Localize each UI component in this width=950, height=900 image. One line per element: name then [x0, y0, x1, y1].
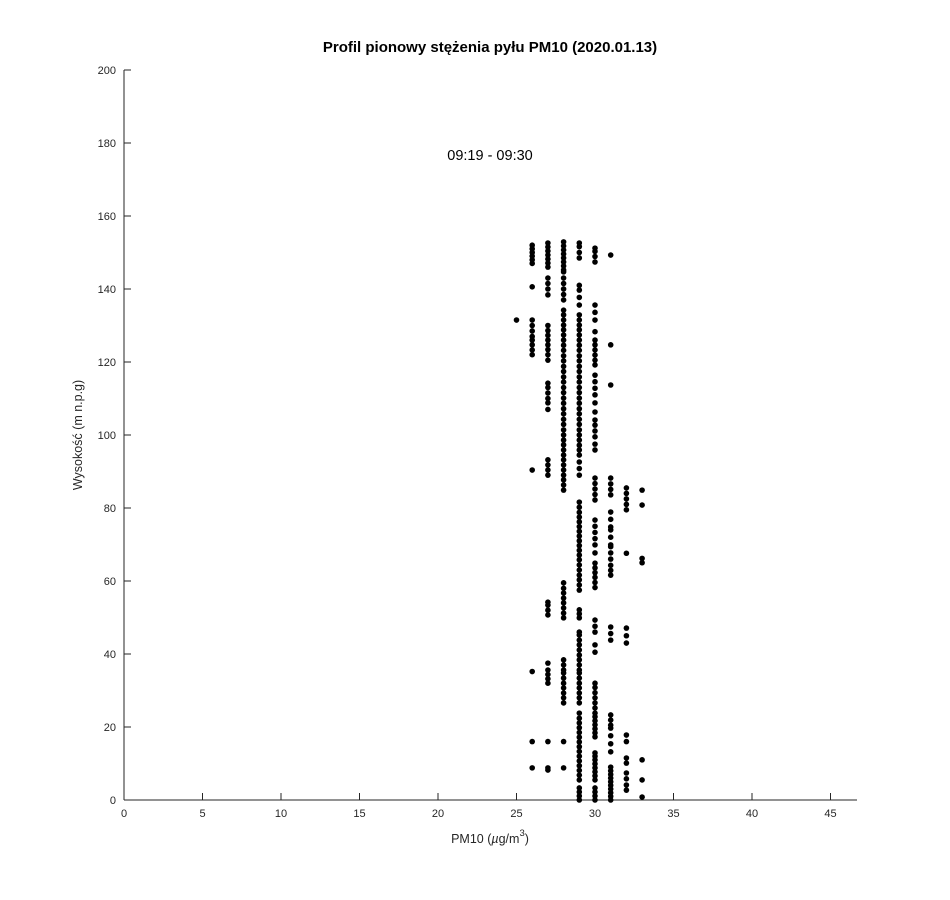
data-point: [624, 485, 630, 491]
data-point: [577, 642, 583, 648]
data-point: [577, 466, 583, 472]
mu-symbol: µ: [491, 832, 499, 846]
data-point: [561, 275, 567, 281]
data-point: [608, 725, 614, 731]
data-point: [545, 739, 551, 745]
x-tick-label: 25: [510, 808, 523, 820]
data-point: [561, 395, 567, 401]
data-point: [577, 499, 583, 505]
data-point: [577, 700, 583, 706]
data-point: [608, 624, 614, 630]
data-point: [624, 502, 630, 508]
data-point: [592, 685, 598, 691]
data-point: [592, 734, 598, 740]
data-point: [561, 432, 567, 438]
x-axis-label-prefix: PM10 (: [451, 832, 492, 846]
data-point: [577, 406, 583, 412]
data-point: [577, 662, 583, 668]
data-point: [624, 625, 630, 631]
x-axis-label-superscript: 3: [519, 828, 525, 839]
data-point: [577, 557, 583, 563]
data-point: [608, 492, 614, 498]
data-point: [577, 562, 583, 568]
data-point: [577, 797, 583, 803]
data-point: [561, 292, 567, 298]
data-point: [577, 327, 583, 333]
data-point: [561, 670, 567, 676]
data-point: [592, 379, 598, 385]
data-point: [592, 409, 598, 415]
data-point: [577, 244, 583, 250]
data-point: [592, 695, 598, 701]
data-point: [577, 374, 583, 380]
data-point: [577, 632, 583, 638]
data-point: [624, 491, 630, 497]
axes: [98, 65, 857, 820]
data-point: [608, 733, 614, 739]
data-point: [545, 292, 551, 298]
data-point: [592, 302, 598, 308]
y-tick-label: 160: [97, 211, 116, 223]
data-point: [577, 459, 583, 465]
data-point: [624, 633, 630, 639]
data-point: [592, 352, 598, 358]
data-point: [561, 422, 567, 428]
data-point: [608, 342, 614, 348]
y-tick-label: 80: [103, 503, 116, 515]
data-point: [577, 287, 583, 293]
data-point: [592, 385, 598, 391]
data-point: [545, 385, 551, 391]
data-point: [577, 587, 583, 593]
data-point: [561, 353, 567, 359]
data-point: [561, 477, 567, 483]
data-point: [592, 372, 598, 378]
y-tick-label: 40: [103, 649, 116, 661]
x-tick-label: 15: [353, 808, 366, 820]
data-point: [577, 411, 583, 417]
data-point: [592, 642, 598, 648]
data-point: [545, 400, 551, 406]
data-point: [577, 452, 583, 458]
y-tick-label: 0: [109, 795, 116, 807]
data-point: [608, 550, 614, 556]
data-point: [592, 249, 598, 255]
data-point: [577, 358, 583, 364]
data-point: [592, 392, 598, 398]
data-point: [577, 437, 583, 443]
data-point: [592, 329, 598, 335]
data-point: [577, 675, 583, 681]
x-axis-label-unit: g/m: [498, 832, 520, 846]
data-point: [529, 323, 535, 329]
data-point: [561, 269, 567, 275]
data-point: [608, 509, 614, 515]
data-point: [592, 317, 598, 323]
data-point: [545, 660, 551, 666]
data-point: [592, 441, 598, 447]
data-point: [545, 352, 551, 358]
data-point: [592, 690, 598, 696]
data-point: [577, 685, 583, 691]
data-point: [561, 312, 567, 318]
data-point: [624, 782, 630, 788]
y-tick-label: 60: [103, 576, 116, 588]
data-point: [561, 369, 567, 375]
data-point: [608, 797, 614, 803]
data-point: [545, 457, 551, 463]
data-point: [561, 390, 567, 396]
data-point: [639, 502, 645, 508]
data-point: [577, 647, 583, 653]
data-point: [577, 417, 583, 423]
data-point: [561, 457, 567, 463]
data-point: [592, 530, 598, 536]
data-point: [561, 662, 567, 668]
data-point: [577, 400, 583, 406]
data-point: [577, 332, 583, 338]
data-point: [624, 640, 630, 646]
data-point: [514, 317, 520, 323]
data-point: [577, 395, 583, 401]
data-point: [577, 582, 583, 588]
x-tick-label: 35: [667, 808, 680, 820]
data-point: [545, 472, 551, 478]
data-point: [545, 286, 551, 292]
data-point: [561, 411, 567, 417]
data-point: [592, 259, 598, 265]
data-point: [608, 717, 614, 723]
data-point: [624, 770, 630, 776]
data-point: [577, 353, 583, 359]
data-point: [529, 284, 535, 290]
data-point: [608, 475, 614, 481]
data-point: [608, 517, 614, 523]
data-point: [561, 605, 567, 611]
data-point: [561, 281, 567, 287]
data-point: [561, 462, 567, 468]
y-axis-label: Wysokość (m n.p.g): [71, 379, 85, 491]
data-point: [545, 467, 551, 473]
data-point: [545, 357, 551, 363]
data-point: [639, 794, 645, 800]
data-point: [624, 496, 630, 502]
data-point: [592, 700, 598, 706]
data-point: [577, 302, 583, 308]
data-point: [561, 286, 567, 292]
chart-title: Profil pionowy stężenia pyłu PM10 (2020.01.13): [322, 39, 658, 56]
data-point: [592, 310, 598, 316]
data-point: [624, 739, 630, 745]
data-point: [592, 797, 598, 803]
data-point: [577, 337, 583, 343]
x-tick-label: 40: [745, 808, 759, 820]
data-point: [608, 487, 614, 493]
x-tick-label: 0: [120, 808, 128, 820]
data-point: [592, 434, 598, 440]
data-point: [577, 348, 583, 354]
data-point: [608, 527, 614, 533]
data-point: [577, 369, 583, 375]
data-point: [608, 712, 614, 718]
data-point: [577, 670, 583, 676]
data-point: [577, 777, 583, 783]
data-point: [577, 710, 583, 716]
data-point: [592, 422, 598, 428]
data-point: [624, 787, 630, 793]
data-point: [577, 379, 583, 385]
data-point: [577, 432, 583, 438]
x-tick-label: 45: [824, 808, 837, 820]
data-point: [608, 572, 614, 578]
data-point: [545, 323, 551, 329]
data-point: [561, 615, 567, 621]
data-point: [608, 741, 614, 747]
data-point: [561, 317, 567, 323]
data-point: [592, 492, 598, 498]
data-point: [592, 497, 598, 503]
y-tick-label: 100: [97, 430, 116, 442]
data-point: [592, 342, 598, 348]
data-point: [608, 544, 614, 550]
data-point: [592, 400, 598, 406]
data-point: [561, 685, 567, 691]
data-point: [529, 317, 535, 323]
data-point: [561, 657, 567, 663]
data-point: [561, 467, 567, 473]
data-point: [529, 739, 535, 745]
data-point: [561, 297, 567, 303]
data-point: [529, 467, 535, 473]
data-point: [639, 777, 645, 783]
data-point: [608, 631, 614, 637]
data-point: [545, 612, 551, 618]
data-point: [577, 427, 583, 433]
data-point: [561, 487, 567, 493]
data-point: [577, 295, 583, 301]
data-point: [545, 264, 551, 270]
data-point: [561, 364, 567, 370]
data-point: [592, 705, 598, 711]
data-point: [608, 637, 614, 643]
x-tick-label: 20: [431, 808, 445, 820]
data-point: [561, 700, 567, 706]
data-point: [561, 600, 567, 606]
data-point: [592, 542, 598, 548]
y-tick-label: 120: [97, 357, 116, 369]
data-point: [545, 462, 551, 468]
data-point: [592, 629, 598, 635]
data-point: [639, 487, 645, 493]
data-point: [561, 379, 567, 385]
data-point: [577, 342, 583, 348]
data-point: [592, 417, 598, 423]
data-point: [592, 623, 598, 629]
data-point: [561, 675, 567, 681]
data-point: [545, 275, 551, 281]
data-point: [545, 767, 551, 773]
data-point: [545, 602, 551, 608]
data-point: [608, 382, 614, 388]
x-axis-label: [451, 828, 529, 846]
data-point: [561, 417, 567, 423]
data-point: [639, 757, 645, 763]
data-point: [577, 317, 583, 323]
data-point: [592, 580, 598, 586]
data-point: [561, 342, 567, 348]
data-point: [561, 358, 567, 364]
data-point: [529, 352, 535, 358]
data-point: [592, 347, 598, 353]
data-point: [545, 281, 551, 287]
data-point: [561, 447, 567, 453]
data-point: [561, 400, 567, 406]
data-point: [529, 328, 535, 334]
data-point: [577, 255, 583, 261]
data-point: [624, 755, 630, 761]
time-annotation: 09:19 - 09:30: [447, 148, 533, 164]
data-point: [561, 385, 567, 391]
data-point: [561, 327, 567, 333]
data-point: [608, 534, 614, 540]
data-point: [592, 481, 598, 487]
x-tick-label: 30: [588, 808, 602, 820]
data-point: [529, 261, 535, 267]
data-point: [577, 447, 583, 453]
data-point: [592, 523, 598, 529]
data-point: [577, 504, 583, 510]
data-point: [561, 348, 567, 354]
data-point: [639, 560, 645, 566]
data-point: [577, 567, 583, 573]
data-point: [577, 472, 583, 478]
data-point: [545, 407, 551, 413]
y-tick-label: 180: [97, 138, 116, 150]
x-tick-label: 5: [199, 808, 206, 820]
data-point: [577, 577, 583, 583]
x-tick-label: 10: [274, 808, 288, 820]
data-point: [561, 406, 567, 412]
data-point: [608, 749, 614, 755]
data-point: [592, 550, 598, 556]
scatter-points: [514, 239, 645, 803]
data-point: [592, 517, 598, 523]
data-point: [561, 374, 567, 380]
data-point: [592, 536, 598, 542]
data-point: [608, 481, 614, 487]
data-point: [561, 337, 567, 343]
data-point: [545, 347, 551, 353]
data-point: [592, 447, 598, 453]
data-point: [577, 695, 583, 701]
data-point: [624, 732, 630, 738]
data-point: [561, 739, 567, 745]
y-tick-label: 140: [97, 284, 116, 296]
data-point: [561, 765, 567, 771]
data-point: [624, 507, 630, 513]
data-point: [592, 777, 598, 783]
data-point: [561, 580, 567, 586]
data-point: [592, 617, 598, 623]
data-point: [577, 250, 583, 256]
data-point: [529, 342, 535, 348]
y-tick-label: 200: [97, 65, 116, 77]
data-point: [577, 385, 583, 391]
data-point: [561, 332, 567, 338]
data-point: [592, 486, 598, 492]
data-point: [608, 563, 614, 569]
data-point: [561, 482, 567, 488]
y-tick-label: 20: [103, 722, 116, 734]
data-point: [592, 254, 598, 260]
data-point: [608, 556, 614, 562]
data-point: [624, 550, 630, 556]
data-point: [624, 776, 630, 782]
data-point: [545, 680, 551, 686]
data-point: [561, 695, 567, 701]
data-point: [577, 615, 583, 621]
data-point: [545, 390, 551, 396]
data-point: [561, 442, 567, 448]
data-point: [577, 422, 583, 428]
data-point: [608, 252, 614, 258]
data-point: [624, 760, 630, 766]
x-axis-label-suffix: ): [524, 832, 529, 846]
data-point: [592, 585, 598, 591]
data-point: [529, 765, 535, 771]
data-point: [592, 649, 598, 655]
data-point: [529, 669, 535, 675]
data-point: [592, 475, 598, 481]
data-point: [592, 575, 598, 581]
data-point: [577, 312, 583, 318]
data-point: [577, 364, 583, 370]
data-point: [561, 427, 567, 433]
data-point: [592, 362, 598, 368]
data-point: [577, 390, 583, 396]
data-point: [561, 590, 567, 596]
data-point: [592, 428, 598, 434]
data-point: [577, 657, 583, 663]
